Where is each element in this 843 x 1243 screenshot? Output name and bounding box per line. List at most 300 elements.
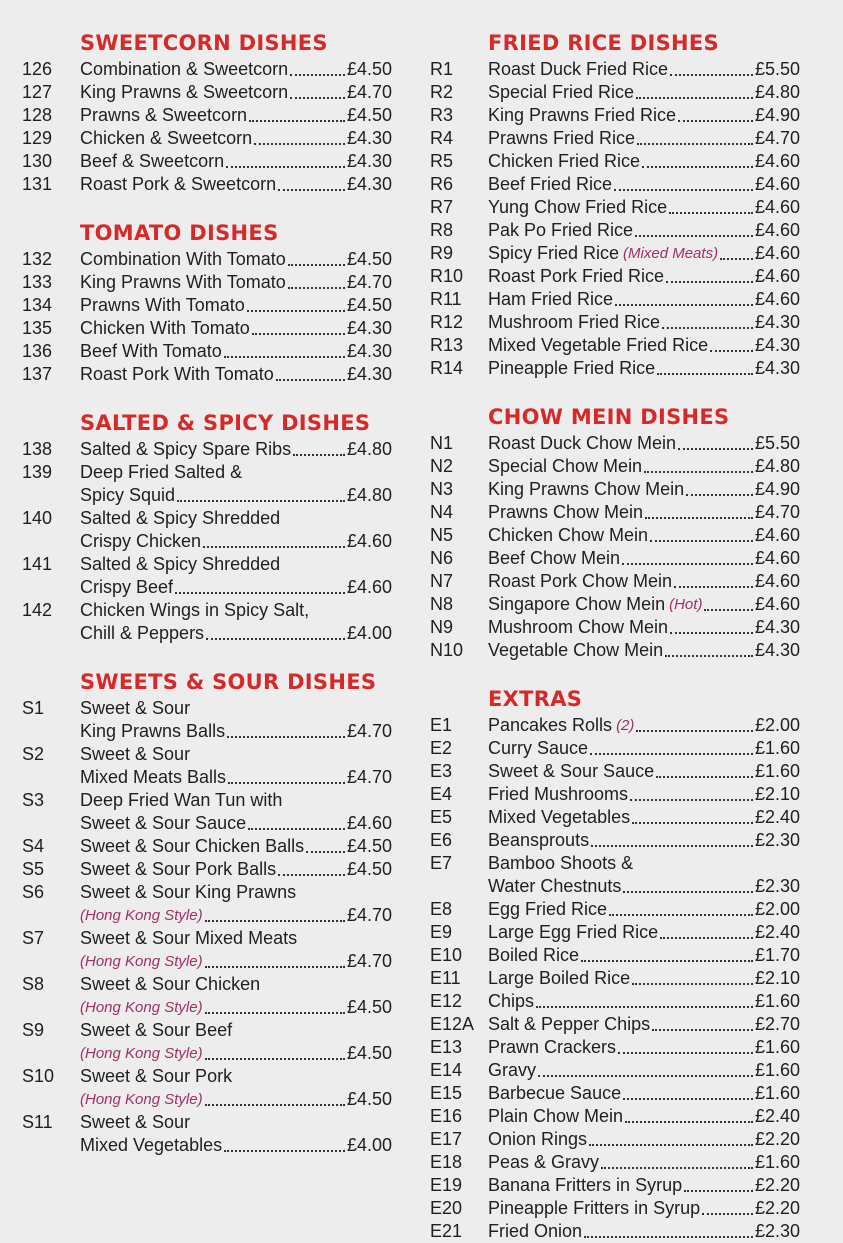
item-price-line [80,104,392,127]
item-price-line [488,806,800,829]
dot-leader [669,212,753,214]
dot-leader [678,448,753,450]
section-spacer [430,380,800,402]
item-body [80,697,392,743]
item-name-wrap [80,996,347,1019]
item-name-wrap [488,570,755,593]
item-price: £4.60 [346,531,392,551]
dot-leader [589,1144,753,1146]
item-name-wrap [80,150,347,173]
item-price-line [488,265,800,288]
dot-leader [645,517,753,519]
item-price-line [80,363,392,386]
item-name-wrap [80,363,347,386]
item-style-note: (Hong Kong Style) [80,1045,203,1062]
item-name-wrap [488,173,755,196]
menu-item-s7 [22,927,392,973]
item-code: R3 [430,105,454,125]
item-code: E10 [430,945,463,965]
item-name: Mixed Vegetable Fried Rice [488,335,709,355]
item-price-line [488,455,800,478]
item-name-wrap [488,639,755,662]
menu-item-127 [22,81,392,104]
menu-item-e7 [430,852,800,898]
item-name-wrap [488,357,755,380]
item-price-line [488,783,800,806]
item-price: £2.10 [754,784,800,804]
menu-item-n3 [430,478,800,501]
item-name: Yung Chow Fried Rice [488,197,668,217]
item-name: Sweet & Sour Pork Balls [80,859,277,879]
item-price: £4.00 [346,1135,392,1155]
item-body [488,196,800,219]
item-price-line [488,478,800,501]
dot-leader [684,1190,753,1192]
item-name-wrap [488,196,755,219]
item-name-wrap [488,478,755,501]
item-name-wrap [488,898,755,921]
item-name-wrap [488,990,755,1013]
item-code: S4 [22,836,45,856]
item-name-wrap [80,835,347,858]
item-name: Beef Chow Mein [488,548,621,568]
item-name-wrap [80,271,347,294]
item-note: (Hot) [669,596,703,613]
item-name-wrap [80,904,347,927]
menu-item-140 [22,507,392,553]
item-price-line [488,127,800,150]
item-name-line1: Sweet & Sour [80,698,191,718]
menu-item-r6 [430,173,800,196]
item-name-line1: Chicken Wings in Spicy Salt, [80,600,310,620]
item-price-line [488,898,800,921]
item-price-line [488,1197,800,1220]
dot-leader [290,74,345,76]
menu-section-fried-rice-dishes [430,28,800,380]
dot-leader [288,264,345,266]
item-name-wrap [488,242,755,265]
dot-leader [632,983,753,985]
item-price-line [488,524,800,547]
item-code: R9 [430,243,454,263]
item-name-wrap [488,1059,755,1082]
item-price: £4.60 [754,289,800,309]
item-name: Special Chow Mein [488,456,643,476]
item-price-line [488,334,800,357]
item-name: Roast Pork & Sweetcorn [80,174,277,194]
item-name-wrap [488,1220,755,1243]
item-name: King Prawns Chow Mein [488,479,685,499]
menu-section-chow-mein-dishes [430,380,800,662]
item-body [488,990,800,1013]
section-heading: SALTED & SPICY DISHES [80,411,371,435]
dot-leader [678,120,753,122]
item-name-wrap [80,317,347,340]
item-price-line [488,616,800,639]
item-price: £4.30 [346,364,392,384]
item-name-wrap [80,1042,347,1065]
item-price-line [488,357,800,380]
item-code: S2 [22,744,45,764]
item-body [488,760,800,783]
item-code: R14 [430,358,464,378]
dot-leader [609,914,753,916]
item-name: Mixed Vegetables [80,1135,223,1155]
item-price: £2.20 [754,1198,800,1218]
item-name-wrap [488,1036,755,1059]
item-price: £4.80 [346,485,392,505]
item-price: £4.80 [754,82,800,102]
menu-section-sweets-sour-dishes [22,645,392,1157]
item-code: N9 [430,617,454,637]
item-price: £4.60 [754,174,800,194]
item-code: N3 [430,479,454,499]
item-body [80,1111,392,1157]
menu-item-138 [22,438,392,461]
item-price: £4.60 [346,577,392,597]
item-price-line [488,1220,800,1243]
item-price-line [80,438,392,461]
item-code: E11 [430,968,461,988]
dot-leader [666,281,753,283]
item-name: Fried Mushrooms [488,784,629,804]
dot-leader [704,609,753,611]
item-code: E18 [430,1152,463,1172]
item-body [80,317,392,340]
item-name-wrap [80,248,347,271]
dot-leader [642,166,753,168]
item-body [488,104,800,127]
item-name-wrap [80,81,347,104]
item-name: Onion Rings [488,1129,588,1149]
item-code: S8 [22,974,45,994]
menu-item-e15 [430,1082,800,1105]
item-body [80,248,392,271]
dot-leader [175,592,345,594]
item-name: Mixed Vegetables [488,807,631,827]
item-price-line [488,432,800,455]
dot-leader [584,1236,753,1238]
item-price-line [488,81,800,104]
menu-item-e12 [430,990,800,1013]
dot-leader [254,143,345,145]
item-code: E15 [430,1083,463,1103]
menu-item-r8 [430,219,800,242]
item-name-wrap [488,760,755,783]
item-body [488,829,800,852]
item-code: E2 [430,738,453,758]
item-price-line [80,484,392,507]
item-body [488,593,800,616]
item-price: £5.50 [754,433,800,453]
item-name-wrap [488,1174,755,1197]
item-code: S3 [22,790,45,810]
section-heading: FRIED RICE DISHES [488,31,719,55]
dot-leader [538,1075,753,1077]
item-body [488,806,800,829]
menu-item-e20 [430,1197,800,1220]
dot-leader [720,258,753,260]
dot-leader [637,143,753,145]
item-price-line [488,875,800,898]
item-price: £1.70 [754,945,800,965]
item-name-wrap [488,714,755,737]
item-body [488,1174,800,1197]
item-code: S1 [22,698,45,718]
item-code: E16 [430,1106,463,1126]
item-code: E1 [430,715,453,735]
dot-leader [206,638,345,640]
item-name: King Prawns & Sweetcorn [80,82,289,102]
item-name-wrap [488,1013,755,1036]
item-code: R13 [430,335,464,355]
item-name: Chill & Peppers [80,623,205,643]
menu-item-e17 [430,1128,800,1151]
item-price: £4.50 [346,997,392,1017]
section-heading: SWEETS & SOUR DISHES [80,670,377,694]
dot-leader [625,1121,753,1123]
item-name: Prawns With Tomato [80,295,245,315]
item-body [488,783,800,806]
item-price-line [80,340,392,363]
menu-item-e9 [430,921,800,944]
menu-item-s11 [22,1111,392,1157]
item-name-wrap [488,524,755,547]
menu-item-r1 [430,58,800,81]
item-price: £4.50 [346,295,392,315]
dot-leader [702,1213,753,1215]
item-name-line1: Sweet & Sour Beef [80,1020,233,1040]
dot-leader [618,1052,753,1054]
item-price: £4.70 [346,905,392,925]
item-body [488,58,800,81]
item-price-line [80,150,392,173]
item-price-line [488,639,800,662]
dot-leader [224,1150,345,1152]
item-code: S10 [22,1066,55,1086]
item-body [488,1197,800,1220]
item-name-wrap [80,1134,347,1157]
item-price: £4.30 [754,640,800,660]
item-price-line [488,570,800,593]
item-code: N4 [430,502,454,522]
dot-leader [670,74,753,76]
item-body [80,58,392,81]
item-name-wrap [488,616,755,639]
item-price-line [488,967,800,990]
item-price: £1.60 [754,761,800,781]
item-code: E6 [430,830,453,850]
item-code: 138 [22,439,53,459]
item-name-wrap [488,432,755,455]
item-price: £4.60 [754,151,800,171]
item-body [80,127,392,150]
item-name: Chips [488,991,535,1011]
item-body [488,639,800,662]
item-code: R2 [430,82,454,102]
dot-leader [674,586,753,588]
item-price-line [488,921,800,944]
item-name: Large Egg Fried Rice [488,922,659,942]
item-name-line1: Sweet & Sour Mixed Meats [80,928,298,948]
item-price-line [80,81,392,104]
dot-leader [590,753,753,755]
item-code: N8 [430,594,454,614]
section-heading: SWEETCORN DISHES [80,31,328,55]
item-price: £2.70 [754,1014,800,1034]
item-name: Roast Duck Chow Mein [488,433,677,453]
item-name-wrap [488,58,755,81]
item-body [80,104,392,127]
item-body [80,881,392,927]
item-body [488,1105,800,1128]
item-name-wrap [80,622,347,645]
dot-leader [601,1167,753,1169]
item-price: £2.40 [754,807,800,827]
item-body [80,294,392,317]
item-price: £4.00 [346,623,392,643]
dot-leader [293,454,345,456]
item-price-line [80,58,392,81]
dot-leader [252,333,345,335]
item-price-line [488,219,800,242]
item-code: S9 [22,1020,45,1040]
item-name-wrap [80,484,347,507]
item-name: Boiled Rice [488,945,580,965]
item-body [488,1220,800,1243]
item-body [488,432,800,455]
item-name: Plain Chow Mein [488,1106,624,1126]
item-price-line [80,1088,392,1111]
item-name: Vegetable Chow Mein [488,640,664,660]
item-name: Chicken With Tomato [80,318,250,338]
item-body [488,852,800,898]
dot-leader [662,327,753,329]
item-name: Prawns Fried Rice [488,128,636,148]
item-price: £4.60 [754,197,800,217]
item-price-line [488,944,800,967]
item-name: Mushroom Fried Rice [488,312,661,332]
section-spacer [22,386,392,408]
menu-item-e12a [430,1013,800,1036]
item-code: R6 [430,174,454,194]
item-price-line [488,1174,800,1197]
item-body [488,311,800,334]
item-price: £4.70 [346,82,392,102]
menu-item-136 [22,340,392,363]
item-name-line1: Sweet & Sour King Prawns [80,882,297,902]
menu-item-n1 [430,432,800,455]
item-price: £2.30 [754,1221,800,1241]
item-body [80,858,392,881]
item-name: Salted & Spicy Spare Ribs [80,439,292,459]
item-price: £4.50 [346,105,392,125]
dot-leader [227,736,345,738]
item-price-line [488,547,800,570]
menu-item-s2 [22,743,392,789]
item-name: Chicken Chow Mein [488,525,649,545]
item-price: £4.50 [346,1089,392,1109]
item-body [80,835,392,858]
item-price-line [488,150,800,173]
menu-item-137 [22,363,392,386]
item-name-wrap [488,921,755,944]
item-body [488,898,800,921]
item-body [488,455,800,478]
item-name: Beef Fried Rice [488,174,613,194]
item-price: £4.80 [346,439,392,459]
item-price: £4.60 [754,548,800,568]
item-name-wrap [488,1197,755,1220]
item-name-wrap [80,720,347,743]
item-body [488,242,800,265]
menu-item-s6 [22,881,392,927]
menu-item-r12 [430,311,800,334]
item-price: £4.70 [346,272,392,292]
item-price-line [80,127,392,150]
item-body [80,150,392,173]
item-style-note: (Hong Kong Style) [80,999,203,1016]
dot-leader [635,235,753,237]
item-name: King Prawns With Tomato [80,272,286,292]
item-code: 137 [22,364,53,384]
item-price: £4.60 [754,594,800,614]
item-price: £4.70 [346,721,392,741]
item-name: Sweet & Sour Sauce [488,761,655,781]
item-code: 139 [22,462,53,482]
item-price-line [488,242,800,265]
item-body [488,714,800,737]
dot-leader [630,799,753,801]
item-price: £2.30 [754,876,800,896]
item-name-wrap [80,812,347,835]
item-code: S7 [22,928,45,948]
menu-item-142 [22,599,392,645]
item-code: 133 [22,272,53,292]
item-body [488,944,800,967]
menu-section-sweetcorn-dishes [22,28,392,196]
menu-section-extras [430,662,800,1243]
item-name-line1: Deep Fried Salted & [80,462,243,482]
section-spacer [430,662,800,684]
dot-leader [226,166,345,168]
dot-leader [650,540,753,542]
menu-item-r5 [430,150,800,173]
item-code: 131 [22,174,53,194]
menu-item-e21 [430,1220,800,1243]
item-code: R11 [430,289,462,309]
dot-leader [290,97,345,99]
item-code: E12 [430,991,463,1011]
menu-item-132 [22,248,392,271]
item-body [80,438,392,461]
item-code: N1 [430,433,454,453]
menu-item-s1 [22,697,392,743]
section-spacer [22,645,392,667]
item-name: Prawns & Sweetcorn [80,105,248,125]
dot-leader [660,937,753,939]
menu-item-r7 [430,196,800,219]
item-body [80,927,392,973]
item-name-line1: Sweet & Sour [80,744,191,764]
item-body [80,1019,392,1065]
item-price-line [80,271,392,294]
item-body [488,81,800,104]
item-code: N7 [430,571,454,591]
item-name: Mixed Meats Balls [80,767,227,787]
item-name: Roast Duck Fried Rice [488,59,669,79]
item-name-line1: Sweet & Sour Chicken [80,974,261,994]
